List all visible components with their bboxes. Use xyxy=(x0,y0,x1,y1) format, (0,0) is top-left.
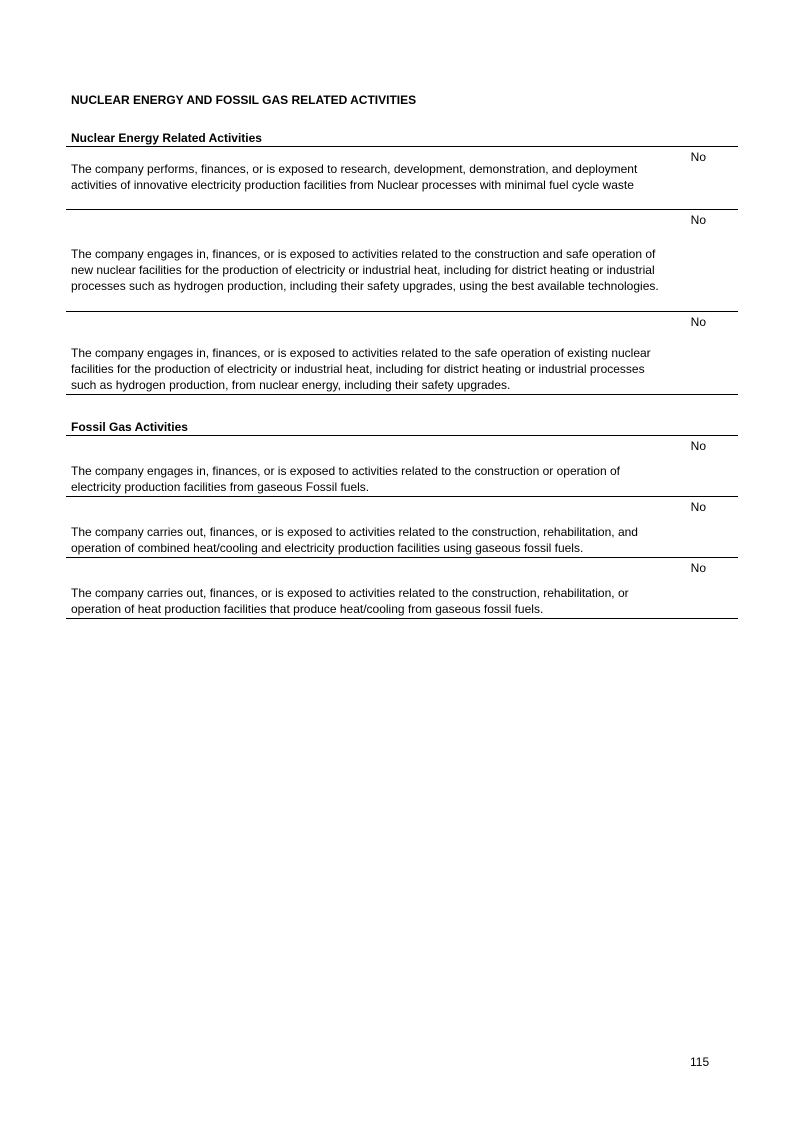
answer-value: No xyxy=(690,500,706,514)
activity-description: The company carries out, finances, or is exposed to activities related to the construction, rehabilitation, and operation of combined heat/cooling and electricity production facilities using gaseous fossil fuels. xyxy=(71,525,638,555)
activity-description: The company engages in, finances, or is exposed to activities related to the construction or operation of electricity production facilities from gaseous Fossil fuels. xyxy=(71,464,620,494)
nuclear-section xyxy=(66,130,738,395)
activity-description: The company carries out, finances, or is exposed to activities related to the construction, rehabilitation, or operation of heat production facilities that produce heat/cooling from gaseous fossil fuels. xyxy=(71,586,629,616)
answer-value: No xyxy=(690,439,706,453)
answer-value: No xyxy=(690,315,706,329)
answer-value: No xyxy=(690,150,706,164)
activity-description: The company engages in, finances, or is exposed to activities related to the construction and safe operation of new nuclear facilities for the production of electricity or industrial heat, including for district heating or industrial processes such as hydrogen production, including their safety upgrades, using the best available technologies. xyxy=(71,247,659,293)
page-title: NUCLEAR ENERGY AND FOSSIL GAS RELATED ACTIVITIES xyxy=(71,93,417,107)
page-number: 115 xyxy=(690,1055,710,1069)
nuclear-section-header: Nuclear Energy Related Activities xyxy=(66,130,738,147)
answer-value: No xyxy=(690,213,706,227)
table-row xyxy=(66,558,738,619)
table-row xyxy=(66,312,738,395)
answer-value: No xyxy=(690,561,706,575)
fossil-gas-section xyxy=(66,419,738,619)
activity-description: The company engages in, finances, or is exposed to activities related to the safe operation of existing nuclear facilities for the production of electricity or industrial heat, including for district heating or industrial processes such as hydrogen production, from nuclear energy, including their safety upgrades. xyxy=(71,346,651,392)
table-row xyxy=(66,210,738,312)
fossil-gas-section-header: Fossil Gas Activities xyxy=(66,419,738,436)
table-row xyxy=(66,436,738,497)
table-row xyxy=(66,497,738,558)
activity-description: The company performs, finances, or is exposed to research, development, demonstration, and deployment activities of innovative electricity production facilities from Nuclear processes with minimal fuel cycle waste xyxy=(71,162,638,192)
table-row xyxy=(66,147,738,210)
